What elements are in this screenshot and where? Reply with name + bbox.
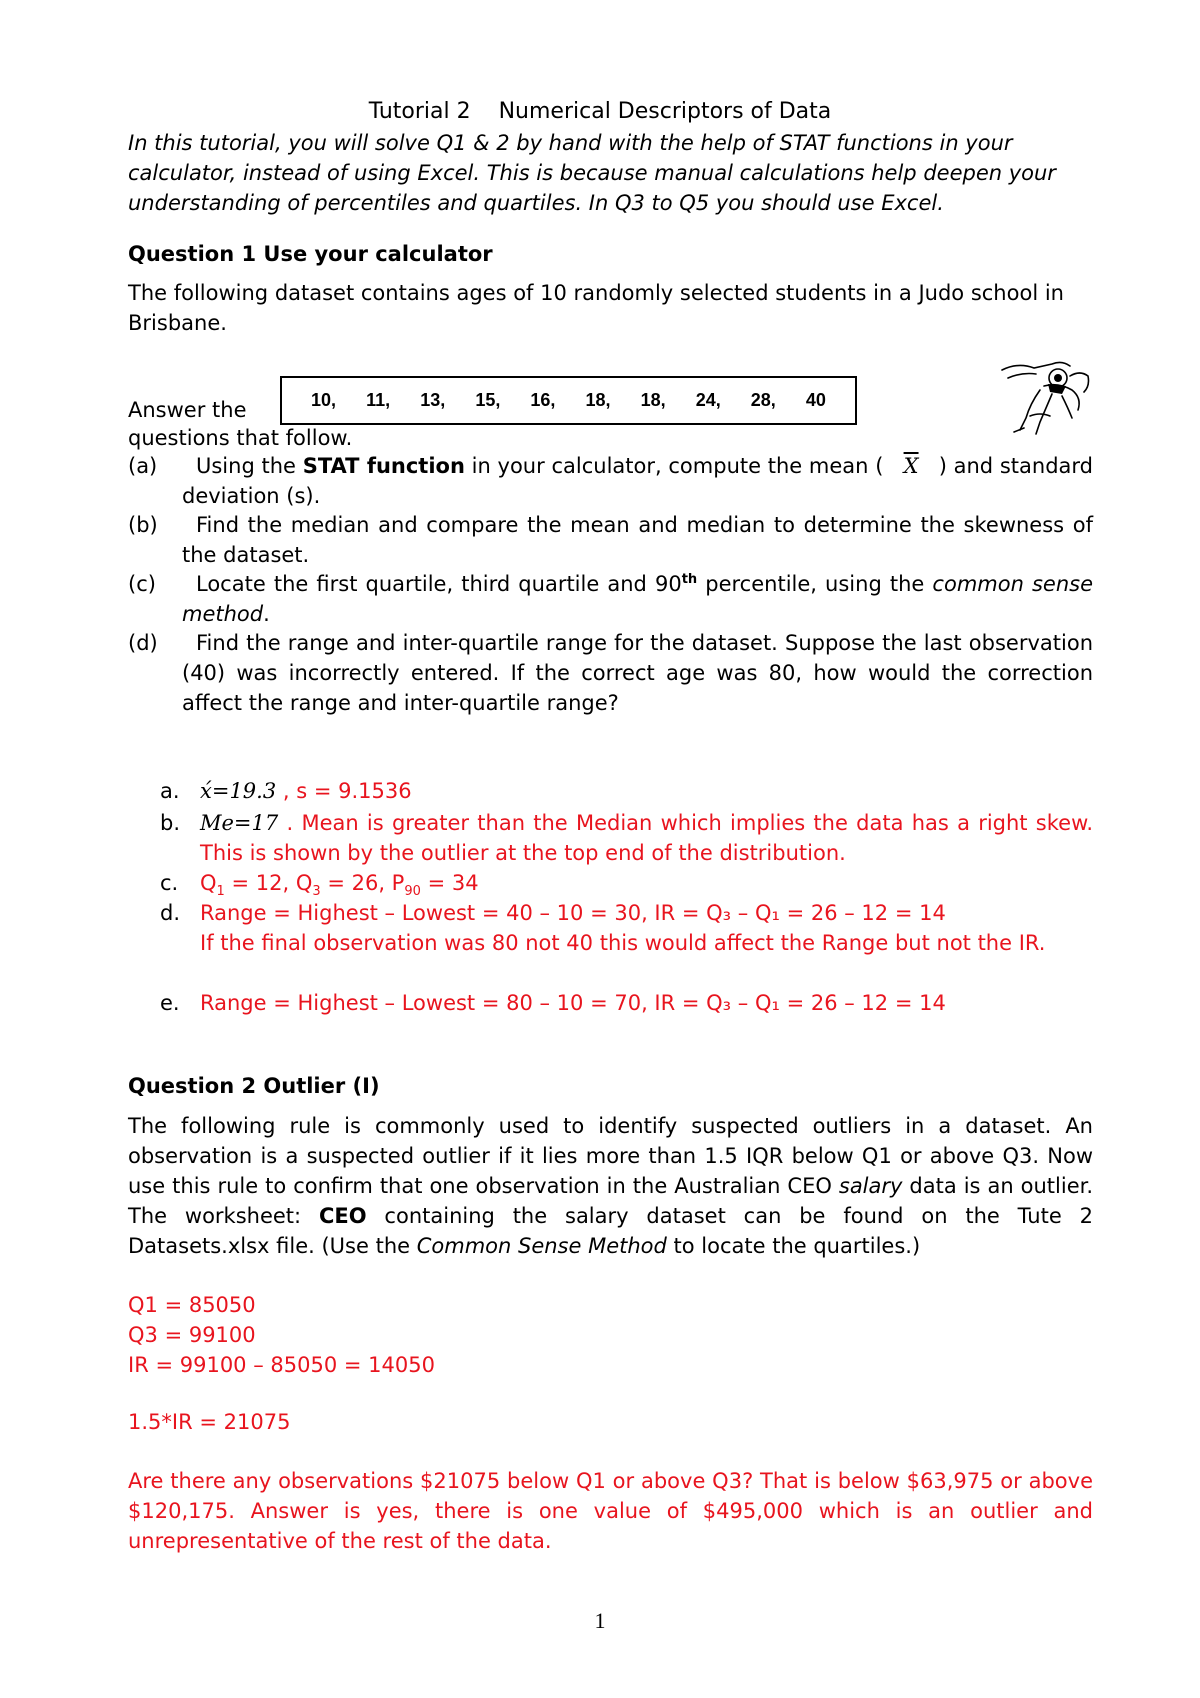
answer-ir-value: IR = 99100 – 85050 = 14050 <box>128 1353 435 1377</box>
answer-conclusion: Are there any observations $21075 below Q1 or above Q3? That is below $63,975 or above $120,175. Answer is yes, there is one value of $495,000 which is an outlier and unrepresentative of the rest of the data. <box>128 1469 1093 1553</box>
answer-lead-line-2: questions that follow. <box>128 426 353 450</box>
answer-text: . Mean is greater than the Median which implies the data has a right skew. This is shown by the outlier at the top end of the distribution. <box>200 811 1093 865</box>
answer-text: Range = Highest – Lowest = 40 – 10 = 30, IR = Q₃ – Q₁ = 26 – 12 = 14 <box>200 901 946 925</box>
answer-label: c. <box>160 871 179 895</box>
subscript: 90 <box>404 884 421 900</box>
part-text: Find the range and inter-quartile range for the dataset. Suppose the last observation (40) was incorrectly entered. If the correct age was 80, how would the correction affect the range and inter-quartile range? <box>182 631 1093 715</box>
part-text: Using the <box>196 454 303 478</box>
answer-label: a. <box>160 779 180 803</box>
math-expression: Me=17 <box>200 811 279 835</box>
answer-d <box>160 898 1093 958</box>
part-italic: common sense method <box>182 572 1094 626</box>
part-label: (b) <box>128 513 158 537</box>
answer-text: = 26, P <box>320 871 405 895</box>
answer-b <box>160 808 1093 868</box>
data-value: 13, <box>420 390 446 410</box>
part-text: Locate the first quartile, third quartile and 90 <box>196 572 682 596</box>
question-part-b <box>128 510 1093 570</box>
part-label: (d) <box>128 631 158 655</box>
answer-label: d. <box>160 901 181 925</box>
page-title <box>0 97 1200 127</box>
subscript: 3 <box>312 884 321 900</box>
part-text: . <box>263 602 270 626</box>
data-value: 18, <box>585 390 611 410</box>
answer-1-5-ir-value: 1.5*IR = 21075 <box>128 1410 291 1434</box>
answer-a <box>160 776 1093 806</box>
question-1-heading: Question 1 Use your calculator <box>128 242 493 266</box>
paragraph-bold: CEO <box>318 1204 367 1228</box>
data-value: 11, <box>366 390 391 410</box>
answer-text: Q <box>200 871 217 895</box>
part-bold: STAT function <box>302 454 465 478</box>
paragraph-italic: salary <box>838 1174 903 1198</box>
data-value: 24, <box>695 390 721 410</box>
question-part-a <box>128 451 1093 511</box>
data-value: 40 <box>805 390 826 410</box>
data-value: 16, <box>530 390 556 410</box>
superscript: th <box>681 572 698 587</box>
question-2-paragraph <box>128 1111 1093 1261</box>
answer-e <box>160 988 1093 1018</box>
title-part-2: Numerical Descriptors of Data <box>498 99 832 124</box>
answer-q1-value: Q1 = 85050 <box>128 1293 256 1317</box>
data-value: 10, <box>311 390 337 410</box>
answer-c <box>160 868 1093 898</box>
part-label: (c) <box>128 572 156 596</box>
paragraph-text: to locate the quartiles.) <box>666 1234 921 1258</box>
part-label: (a) <box>128 454 158 478</box>
subscript: 1 <box>216 884 225 900</box>
answer-text: Range = Highest – Lowest = 80 – 10 = 70, IR = Q₃ – Q₁ = 26 – 12 = 14 <box>200 991 946 1015</box>
math-expression: x́=19.3 <box>200 779 277 803</box>
paragraph-text: containing the salary dataset can be found on the Tute 2 Datasets.xlsx file. (Use the <box>128 1204 1093 1258</box>
answer-q3-value: Q3 = 99100 <box>128 1323 256 1347</box>
answer-text: = 34 <box>420 871 479 895</box>
paragraph-italic: Common Sense Method <box>416 1234 667 1258</box>
question-part-c <box>128 569 1093 629</box>
title-part-1: Tutorial 2 <box>368 99 471 124</box>
question-part-d <box>128 628 1093 718</box>
question-1-description: The following dataset contains ages of 10 randomly selected students in a Judo school in Brisbane. <box>128 281 1064 335</box>
part-text: Find the median and compare the mean and median to determine the skewness of the dataset. <box>182 513 1093 567</box>
paragraph-text: The following rule is commonly used to identify suspected outliers in a dataset. An observation is a suspected outlier if it lies more than 1.5 IQR below Q1 or above Q3. Now use this rule to confirm that one observation in the Australian CEO <box>128 1114 1093 1198</box>
answer-lead-line-1: Answer the <box>128 398 247 422</box>
answer-text: , s = 9.1536 <box>276 779 412 803</box>
part-text: in your calculator, compute the mean ( <box>464 454 884 478</box>
intro-paragraph: In this tutorial, you will solve Q1 & 2 by hand with the help of STAT functions in your calculator, instead of using Excel. This is because manual calculations help deepen your understanding of percentiles and quartiles. In Q3 to Q5 you should use Excel. <box>128 131 1056 215</box>
paragraph-text: data is an outlier. The worksheet: <box>128 1174 1093 1228</box>
part-text: percentile, using the <box>697 572 933 596</box>
part-text: ) and standard deviation (s). <box>182 454 1093 508</box>
answer-label: b. <box>160 811 181 835</box>
page-number: 1 <box>594 1608 606 1633</box>
data-value: 15, <box>475 390 501 410</box>
data-value: 18, <box>640 390 666 410</box>
mean-symbol: $\overline{X}$ <box>903 454 919 478</box>
answer-text: If the final observation was 80 not 40 this would affect the Range but not the IR. <box>200 931 1046 955</box>
data-value: 28, <box>750 390 776 410</box>
answer-text: = 12, Q <box>224 871 313 895</box>
question-2-heading: Question 2 Outlier (I) <box>128 1074 380 1098</box>
answer-label: e. <box>160 991 180 1015</box>
